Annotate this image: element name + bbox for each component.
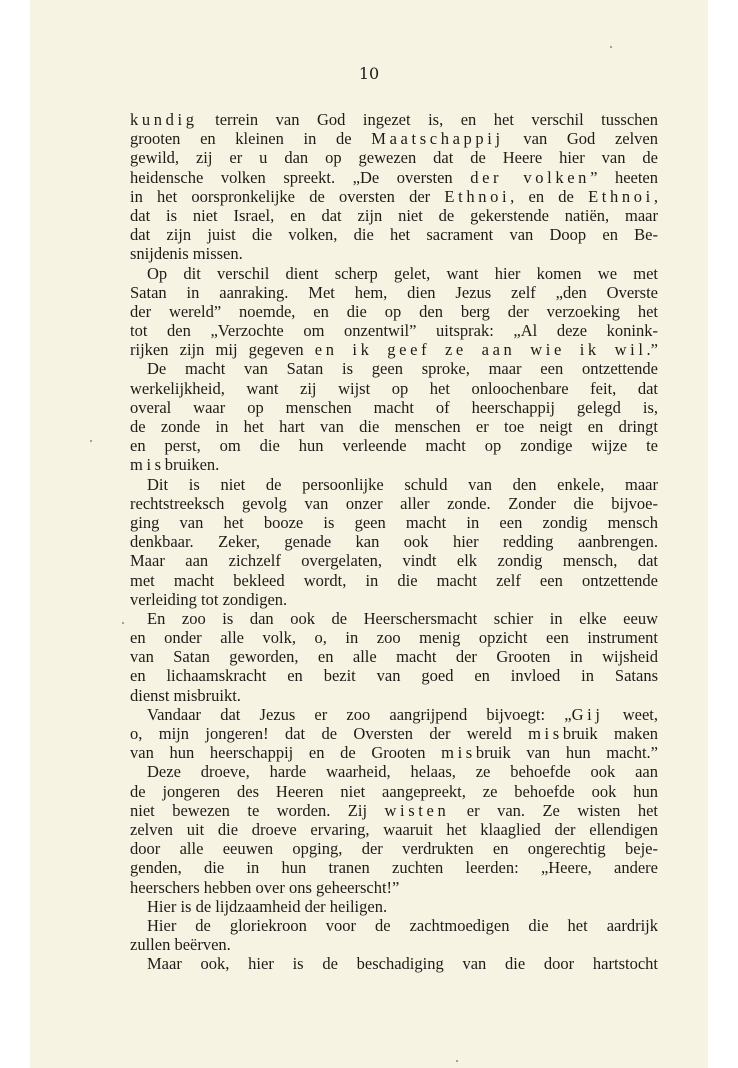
body-text: [130, 110, 658, 973]
text-run: snijdenis missen.: [130, 244, 243, 264]
text-run: met macht bekleed wordt, in die macht zelf een ontzettende: [130, 570, 658, 590]
text-line: [130, 820, 658, 839]
text-line: [130, 935, 658, 954]
spaced-emphasis: mis: [528, 724, 563, 743]
text-line: [130, 436, 658, 455]
text-line: [130, 359, 658, 378]
text-line: [130, 724, 658, 743]
text-line: [130, 858, 658, 877]
spaced-emphasis: kundig: [130, 110, 198, 129]
text-line: [130, 628, 658, 647]
text-run: Op dit verschil dient scherp gelet, want hier komen we met: [147, 263, 658, 283]
text-line: [130, 417, 658, 436]
text-run: de zonde in het hart van die menschen er toe neigt en dringt: [130, 417, 658, 436]
text-run: en perst, om die hun verleende macht op zondige wijze te: [130, 436, 658, 456]
text-run: door alle eeuwen opging, der verdrukten en ongerechtig beje-: [130, 839, 658, 859]
text-run: niet bewezen te worden. Zij: [130, 800, 385, 820]
text-line: [130, 743, 658, 762]
spaced-emphasis: Maatschappij: [371, 129, 504, 149]
text-run: Deze droeve, harde waarheid, helaas, ze behoefde ook aan: [147, 762, 658, 782]
book-page: [30, 0, 708, 1068]
text-run: terrein van God ingezet is, en het verschil tusschen: [197, 110, 658, 129]
paper-speck: [90, 440, 92, 442]
spaced-emphasis: mis: [130, 455, 165, 475]
text-line: [130, 647, 658, 666]
text-run: rijken zijn mij gegeven: [130, 340, 315, 360]
spaced-emphasis: mis: [441, 743, 476, 763]
spaced-emphasis: Gij: [571, 704, 604, 724]
text-run: heerschers hebben over ons geheerscht!”: [130, 877, 400, 897]
text-run: ging van het booze is geen macht in een zondig mensch: [130, 512, 658, 532]
text-line: [130, 609, 658, 628]
text-line: [130, 264, 658, 283]
text-run: dienst misbruikt.: [130, 685, 241, 705]
text-run: heidensche volken spreekt. „De oversten: [130, 167, 471, 187]
text-run: ,: [653, 186, 658, 206]
text-run: de jongeren des Heeren niet aangepreekt, ze behoefde ook hun: [130, 781, 658, 801]
text-line: [130, 302, 658, 321]
text-run: verleiding tot zondigen.: [130, 589, 288, 609]
text-run: ” heeten: [590, 167, 658, 187]
text-run: Dit is niet de persoonlijke schuld van den enkele, maar: [147, 474, 658, 494]
text-line: [130, 206, 658, 225]
text-line: [130, 897, 658, 916]
text-run: Satan in aanraking. Met hem, dien Jezus zelf „den Overste: [130, 282, 658, 302]
text-run: genden, die in hun tranen zuchten leerden: „Heere, andere: [130, 858, 658, 878]
text-line: [130, 244, 658, 263]
text-line: [130, 225, 658, 244]
text-run: grooten en kleinen in de: [130, 129, 372, 149]
text-line: [130, 571, 658, 590]
text-line: [130, 110, 658, 129]
text-run: er van. Ze wisten het: [449, 800, 659, 820]
text-run: Vandaar dat Jezus er zoo aangrijpend bijvoegt: „: [147, 704, 572, 724]
text-line: [130, 398, 658, 417]
spaced-emphasis: der volken: [470, 167, 591, 187]
text-run: De macht van Satan is geen sproke, maar een ontzettende: [147, 359, 658, 379]
text-run: Hier is de lijdzaamheid der heiligen.: [147, 896, 388, 916]
text-line: [130, 475, 658, 494]
text-line: [130, 705, 658, 724]
text-line: [130, 129, 658, 148]
text-line: [130, 187, 658, 206]
text-line: [130, 551, 658, 570]
text-line: [130, 916, 658, 935]
text-run: overal waar op menschen macht of heerschappij gelegd is,: [130, 397, 658, 417]
text-run: zelven uit die droeve ervaring, waaruit het klaaglied der ellendigen: [130, 819, 658, 839]
text-run: .”: [646, 340, 658, 360]
paper-speck: [122, 622, 124, 624]
text-line: [130, 340, 658, 359]
text-run: dat is niet Israel, en dat zijn niet de gekerstende natiën, maar: [130, 205, 658, 225]
text-run: Hier de gloriekroon voor de zachtmoedigen die het aardrijk: [147, 915, 658, 935]
text-run: dat zijn juist die volken, die het sacrament van Doop en Be-: [130, 225, 658, 245]
text-run: zullen beërven.: [130, 935, 231, 955]
text-run: werkelijkheid, want zij wijst op het onloochenbare feit, dat: [130, 378, 658, 398]
text-run: , en de: [510, 186, 589, 206]
text-line: [130, 762, 658, 781]
text-run: in het oorspronkelijke de oversten der: [130, 186, 445, 206]
text-line: [130, 782, 658, 801]
text-line: [130, 455, 658, 474]
text-line: [130, 148, 658, 167]
text-line: [130, 590, 658, 609]
text-line: [130, 379, 658, 398]
text-run: van hun heerschappij en de Grooten: [130, 743, 442, 763]
spaced-emphasis: en ik geef ze aan wie ik wil: [314, 340, 647, 360]
text-run: der wereld” noemde, en die op den berg der verzoeking het: [130, 301, 658, 321]
text-run: Maar ook, hier is de beschadiging van die door hartstocht: [147, 954, 658, 974]
page-number: 10: [358, 64, 380, 83]
text-line: [130, 283, 658, 302]
text-run: van Satan geworden, en alle macht der Grooten in wijsheid: [130, 647, 658, 667]
text-line: [130, 666, 658, 685]
spaced-emphasis: wisten: [384, 800, 450, 820]
text-run: en onder alle volk, o, in zoo menig opzicht een instrument: [130, 628, 658, 648]
spaced-emphasis: Ethnoi: [444, 186, 511, 206]
text-line: [130, 321, 658, 340]
text-run: tot den „Verzochte om onzentwil” uitsprak: „Al deze konink-: [130, 321, 658, 341]
text-line: [130, 532, 658, 551]
text-run: denkbaar. Zeker, genade kan ook hier redding aanbrengen.: [130, 532, 658, 552]
text-run: Maar aan zichzelf overgelaten, vindt elk zondig mensch, dat: [130, 551, 658, 571]
text-run: weet,: [603, 704, 658, 724]
text-run: rechtstreeksch gevolg van onzer aller zonde. Zonder die bijvoe-: [130, 493, 658, 513]
spaced-emphasis: Ethnoi: [588, 186, 654, 206]
text-line: [130, 513, 658, 532]
text-run: gewild, zij er u dan op gewezen dat de Heere hier van de: [130, 148, 658, 168]
paper-speck: [610, 46, 612, 48]
text-line: [130, 878, 658, 897]
text-line: [130, 954, 658, 973]
text-run: o, mijn jongeren! dat de Oversten der wereld: [130, 724, 529, 743]
text-run: bruik maken: [562, 724, 658, 743]
text-run: bruiken.: [164, 455, 220, 475]
text-line: [130, 801, 658, 820]
text-run: bruik van hun macht.”: [475, 743, 658, 763]
text-run: en lichaamskracht en bezit van goed en invloed in Satans: [130, 666, 658, 686]
paper-speck: [456, 1060, 458, 1062]
text-run: En zoo is dan ook de Heerschersmacht schier in elke eeuw: [147, 608, 658, 628]
text-line: [130, 686, 658, 705]
text-line: [130, 839, 658, 858]
text-run: van God zelven: [503, 129, 658, 149]
text-line: [130, 494, 658, 513]
text-line: [130, 168, 658, 187]
